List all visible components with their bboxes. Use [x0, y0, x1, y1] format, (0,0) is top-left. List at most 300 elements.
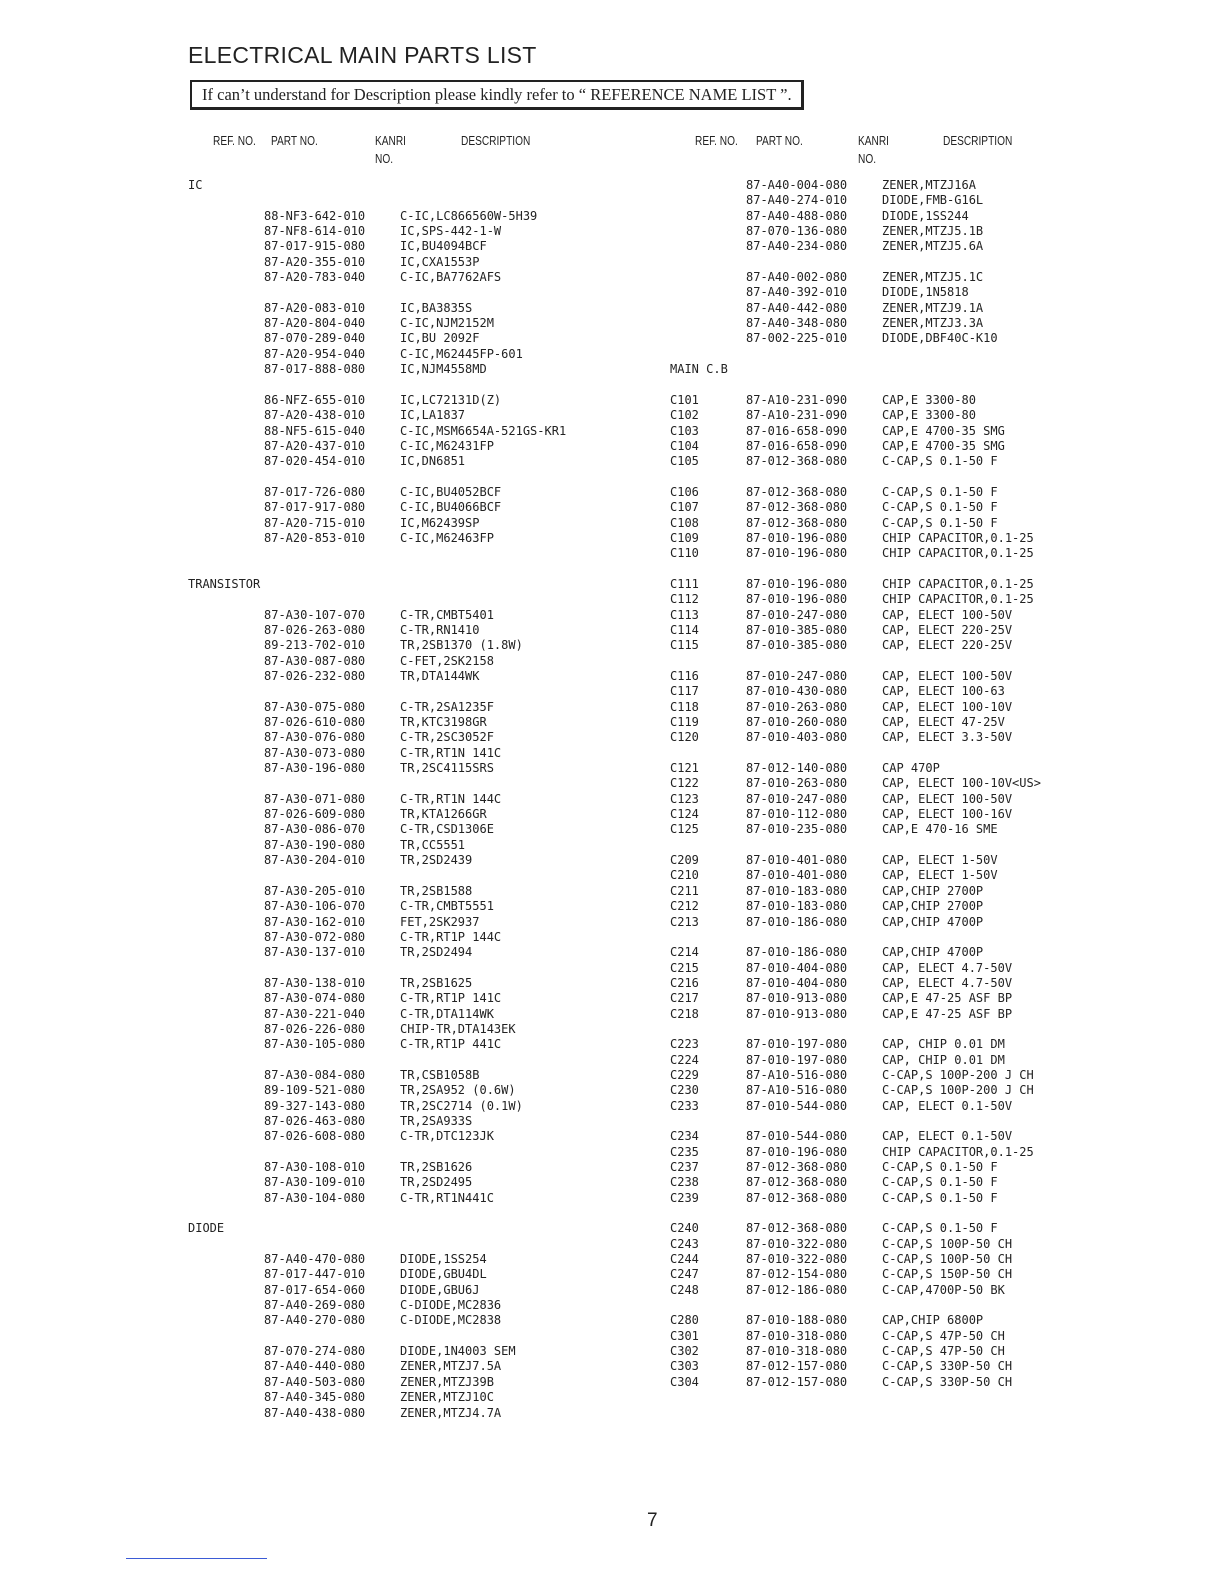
description: IC,BA3835S	[400, 300, 473, 315]
ref-no: C235	[670, 1144, 699, 1159]
description: TR,2SB1370 (1.8W)	[400, 638, 523, 653]
parts-row	[670, 1068, 1041, 1083]
part-no: 86-NFZ-655-010	[264, 392, 366, 407]
part-no: 87-010-247-080	[746, 607, 848, 622]
parts-row	[188, 1007, 566, 1022]
part-no: 87-010-544-080	[746, 1129, 848, 1144]
header-ref-no-left: REF. NO.	[213, 133, 256, 148]
part-no: 87-A40-002-080	[746, 270, 848, 285]
description: TR,KTC3198GR	[400, 715, 487, 730]
part-no: 87-017-726-080	[264, 484, 366, 499]
description: C-TR,DTC123JK	[400, 1129, 494, 1144]
parts-row	[188, 1344, 566, 1359]
row-spacer	[188, 377, 566, 392]
description: C-CAP,S 100P-50 CH	[882, 1252, 1013, 1267]
part-no: 87-002-225-010	[746, 331, 848, 346]
part-no: 87-A30-087-080	[264, 653, 366, 668]
description: C-DIODE,MC2838	[400, 1313, 502, 1328]
description: CAP, ELECT 100-50V	[882, 669, 1013, 683]
part-no: 87-A30-204-010	[264, 853, 366, 868]
description: CAP, ELECT 100-63	[882, 684, 1005, 699]
part-no: 87-010-322-080	[746, 1236, 848, 1251]
ref-no: C125	[670, 822, 699, 837]
ref-no: C211	[670, 883, 699, 898]
part-no: 87-A20-437-010	[264, 438, 366, 453]
ref-no: C124	[670, 807, 699, 822]
ref-no: C123	[670, 791, 699, 806]
ref-no: C109	[670, 530, 699, 545]
part-no: 87-010-235-080	[746, 822, 848, 837]
parts-row	[188, 991, 566, 1006]
row-spacer	[188, 1053, 566, 1068]
parts-row	[670, 961, 1041, 976]
description: C-CAP,S 100P-200 J CH	[882, 1083, 1034, 1098]
ref-no: C210	[670, 868, 699, 883]
parts-row	[670, 991, 1041, 1006]
part-no: 87-A40-470-080	[264, 1252, 366, 1267]
part-no: 87-017-654-060	[264, 1282, 366, 1297]
ref-no: C209	[670, 853, 699, 868]
description: C-CAP,S 0.1-50 F	[882, 1175, 998, 1190]
part-no: 87-A40-348-080	[746, 316, 848, 331]
parts-row	[670, 485, 1041, 500]
description: CAP, ELECT 100-10V<US>	[882, 776, 1041, 791]
parts-row	[188, 424, 566, 439]
header-ref-no-right: REF. NO.	[695, 133, 738, 148]
part-no: 87-012-368-080	[746, 1190, 848, 1205]
part-no: 87-A30-138-010	[264, 975, 366, 990]
parts-row	[188, 945, 566, 960]
parts-row	[670, 1007, 1041, 1022]
row-spacer	[670, 1298, 1041, 1313]
part-no: 87-A40-442-080	[746, 300, 848, 315]
part-no: 88-NF5-615-040	[264, 423, 366, 438]
ref-no: C110	[670, 546, 699, 561]
description: CAP, ELECT 0.1-50V	[882, 1129, 1013, 1144]
parts-row	[188, 362, 566, 377]
description: C-CAP,S 100P-200 J CH	[882, 1067, 1034, 1082]
ref-no: C239	[670, 1190, 699, 1205]
row-spacer	[670, 746, 1041, 761]
part-no: 87-010-401-080	[746, 868, 848, 883]
part-no: 87-A20-853-010	[264, 530, 366, 545]
description: ZENER,MTZJ5.6A	[882, 239, 984, 254]
header-part-no-left: PART NO.	[271, 133, 318, 148]
parts-row	[670, 577, 1041, 592]
row-spacer	[188, 776, 566, 791]
description: TR,2SA933S	[400, 1113, 473, 1128]
description: CHIP CAPACITOR,0.1-25	[882, 530, 1034, 545]
description: C-IC,BU4052BCF	[400, 484, 502, 499]
parts-row	[670, 316, 1041, 331]
ref-no: C103	[670, 423, 699, 438]
ref-no: C243	[670, 1236, 699, 1251]
description: C-DIODE,MC2836	[400, 1298, 502, 1313]
description: CHIP CAPACITOR,0.1-25	[882, 546, 1034, 561]
description: DIODE,1N5818	[882, 285, 969, 300]
description: DIODE,FMB-G16L	[882, 193, 984, 208]
parts-row	[188, 1175, 566, 1190]
description: CHIP-TR,DTA143EK	[400, 1021, 516, 1036]
parts-row	[670, 945, 1041, 960]
description: C-TR,RT1N 144C	[400, 791, 502, 806]
ref-no: C106	[670, 484, 699, 499]
description: CAP,E 4700-35 SMG	[882, 438, 1005, 453]
parts-row	[188, 439, 566, 454]
parts-row	[670, 285, 1041, 300]
parts-row	[670, 239, 1041, 254]
ref-no: C122	[670, 776, 699, 791]
description: TR,CC5551	[400, 837, 466, 852]
ref-no: C216	[670, 975, 699, 990]
ref-no: C113	[670, 607, 699, 622]
part-no: 87-A40-234-080	[746, 239, 848, 254]
part-no: 87-012-154-080	[746, 1267, 848, 1282]
description: TR,2SC2714 (0.1W)	[400, 1098, 523, 1113]
part-no: 87-A10-231-090	[746, 392, 848, 407]
row-spacer	[188, 470, 566, 485]
description: CAP,E 47-25 ASF BP	[882, 1006, 1013, 1021]
description: C-TR,RT1N 141C	[400, 745, 502, 760]
part-no: 87-A40-269-080	[264, 1298, 366, 1313]
parts-row	[188, 1298, 566, 1313]
part-no: 87-010-183-080	[746, 899, 848, 914]
description: TR,KTA1266GR	[400, 807, 487, 822]
description: CAP, ELECT 100-50V	[882, 607, 1013, 622]
parts-row	[670, 884, 1041, 899]
parts-row	[188, 454, 566, 469]
part-no: 87-010-318-080	[746, 1344, 848, 1359]
parts-row	[188, 316, 566, 331]
row-spacer	[188, 592, 566, 607]
parts-row	[670, 822, 1041, 837]
description: C-TR,CSD1306E	[400, 822, 494, 837]
parts-row	[670, 193, 1041, 208]
parts-row	[670, 178, 1041, 193]
description: IC,LA1837	[400, 408, 466, 423]
parts-row	[670, 1175, 1041, 1190]
description: C-IC,LC866560W-5H39	[400, 208, 538, 223]
parts-row	[188, 255, 566, 270]
description: CAP,CHIP 4700P	[882, 914, 984, 929]
part-no: 87-016-658-090	[746, 438, 848, 453]
description: C-IC,M62445FP-601	[400, 346, 523, 361]
ref-no: C223	[670, 1037, 699, 1052]
parts-row	[188, 1375, 566, 1390]
part-no: 87-010-385-080	[746, 638, 848, 653]
part-no: 87-026-609-080	[264, 807, 366, 822]
description: CHIP CAPACITOR,0.1-25	[882, 576, 1034, 591]
description: ZENER,MTZJ39B	[400, 1374, 494, 1389]
parts-row	[670, 301, 1041, 316]
description: C-CAP,S 100P-50 CH	[882, 1236, 1013, 1251]
parts-row	[670, 393, 1041, 408]
row-spacer	[670, 562, 1041, 577]
ref-no: C112	[670, 592, 699, 607]
part-no: 87-010-196-080	[746, 546, 848, 561]
parts-row	[188, 1068, 566, 1083]
parts-row	[670, 1160, 1041, 1175]
ref-no: C107	[670, 500, 699, 515]
description: CAP,CHIP 4700P	[882, 945, 984, 960]
section-heading: TRANSISTOR	[188, 576, 261, 591]
row-spacer	[188, 961, 566, 976]
parts-row	[188, 209, 566, 224]
parts-row	[670, 1313, 1041, 1328]
parts-row	[188, 1037, 566, 1052]
part-no: 87-A20-804-040	[264, 316, 366, 331]
row-spacer	[670, 930, 1041, 945]
parts-row	[670, 546, 1041, 561]
part-no: 87-A30-109-010	[264, 1175, 366, 1190]
description: CAP, CHIP 0.01 DM	[882, 1037, 1005, 1052]
part-no: 87-A20-438-010	[264, 408, 366, 423]
part-no: 87-NF8-614-010	[264, 224, 366, 239]
description: IC,M62439SP	[400, 515, 480, 530]
parts-row	[188, 884, 566, 899]
part-no: 89-213-702-010	[264, 638, 366, 653]
section-heading: IC	[188, 178, 203, 192]
ref-no: C233	[670, 1098, 699, 1113]
parts-row	[670, 408, 1041, 423]
parts-row	[670, 1221, 1041, 1236]
part-no: 87-A30-221-040	[264, 1006, 366, 1021]
parts-row	[188, 1099, 566, 1114]
parts-row	[670, 684, 1041, 699]
description: IC,DN6851	[400, 454, 466, 469]
parts-row	[670, 669, 1041, 684]
ref-no: C230	[670, 1083, 699, 1098]
section-heading: DIODE	[188, 1221, 225, 1236]
ref-no: C280	[670, 1313, 699, 1328]
parts-row	[670, 1237, 1041, 1252]
description: CAP, ELECT 4.7-50V	[882, 975, 1013, 990]
row-spacer	[188, 684, 566, 699]
part-no: 87-A30-086-070	[264, 822, 366, 837]
description: TR,2SB1626	[400, 1160, 473, 1174]
part-no: 87-010-403-080	[746, 730, 848, 745]
ref-no: C105	[670, 454, 699, 469]
part-no: 87-A10-516-080	[746, 1083, 848, 1098]
parts-row	[188, 500, 566, 515]
parts-row	[670, 224, 1041, 239]
part-no: 87-017-888-080	[264, 362, 366, 377]
part-no: 87-A30-106-070	[264, 899, 366, 914]
row-spacer	[670, 255, 1041, 270]
ref-no: C240	[670, 1221, 699, 1236]
description: C-CAP,S 0.1-50 F	[882, 1221, 998, 1236]
ref-no: C303	[670, 1359, 699, 1374]
ref-no: C121	[670, 761, 699, 776]
header-kanri-no-left: NO.	[375, 151, 394, 166]
part-no: 87-070-289-040	[264, 331, 366, 346]
description: TR,2SB1625	[400, 975, 473, 990]
part-no: 87-010-186-080	[746, 945, 848, 960]
ref-no: C229	[670, 1067, 699, 1082]
ref-no: C114	[670, 622, 699, 637]
description: C-CAP,S 0.1-50 F	[882, 515, 998, 530]
description: FET,2SK2937	[400, 914, 480, 929]
description: IC,SPS-442-1-W	[400, 224, 502, 239]
row-spacer	[670, 347, 1041, 362]
part-no: 87-A30-071-080	[264, 791, 366, 806]
parts-row	[188, 1022, 566, 1037]
part-no: 87-012-157-080	[746, 1359, 848, 1374]
description: IC,LC72131D(Z)	[400, 392, 502, 407]
part-no: 87-A20-954-040	[264, 346, 366, 361]
row-spacer	[670, 1206, 1041, 1221]
description: IC,CXA1553P	[400, 254, 480, 269]
parts-row	[670, 270, 1041, 285]
parts-row	[188, 1191, 566, 1206]
description: C-IC,M62463FP	[400, 530, 494, 545]
part-no: 87-A10-516-080	[746, 1067, 848, 1082]
description: CAP,E 3300-80	[882, 392, 976, 407]
description: DIODE,GBU6J	[400, 1282, 480, 1297]
row-spacer	[188, 1206, 566, 1221]
description: C-TR,RT1P 141C	[400, 991, 502, 1006]
ref-no: C213	[670, 914, 699, 929]
description: C-TR,2SC3052F	[400, 730, 494, 745]
ref-no: C248	[670, 1282, 699, 1297]
description: C-CAP,S 47P-50 CH	[882, 1344, 1005, 1359]
part-no: 87-010-260-080	[746, 715, 848, 730]
ref-no: C212	[670, 899, 699, 914]
ref-no: C244	[670, 1252, 699, 1267]
parts-row	[188, 608, 566, 623]
part-no: 87-010-318-080	[746, 1328, 848, 1343]
description: C-CAP,4700P-50 BK	[882, 1282, 1005, 1297]
description: C-CAP,S 0.1-50 F	[882, 1190, 998, 1205]
ref-no: C217	[670, 991, 699, 1006]
description: ZENER,MTZJ4.7A	[400, 1405, 502, 1420]
description: C-FET,2SK2158	[400, 653, 494, 668]
description: CAP,CHIP 2700P	[882, 899, 984, 914]
parts-row	[670, 331, 1041, 346]
parts-row	[188, 239, 566, 254]
parts-row	[188, 1313, 566, 1328]
row-spacer	[670, 1114, 1041, 1129]
part-no: 87-A30-073-080	[264, 745, 366, 760]
ref-no: C218	[670, 1006, 699, 1021]
parts-row	[670, 1267, 1041, 1282]
description: CAP, CHIP 0.01 DM	[882, 1052, 1005, 1067]
parts-row	[670, 209, 1041, 224]
ref-no: C108	[670, 515, 699, 530]
parts-row	[670, 439, 1041, 454]
part-no: 87-A30-107-070	[264, 607, 366, 622]
footer-link-line	[126, 1558, 267, 1559]
description: CAP, ELECT 220-25V	[882, 622, 1013, 637]
description: TR,2SC4115SRS	[400, 761, 494, 776]
parts-row	[188, 531, 566, 546]
description: C-TR,2SA1235F	[400, 699, 494, 714]
description: ZENER,MTZJ5.1B	[882, 224, 984, 239]
description: C-CAP,S 150P-50 CH	[882, 1267, 1013, 1282]
part-no: 87-010-263-080	[746, 776, 848, 791]
parts-row	[670, 1129, 1041, 1144]
description: C-TR,CMBT5401	[400, 607, 494, 622]
part-no: 87-010-112-080	[746, 807, 848, 822]
row-spacer	[188, 1145, 566, 1160]
part-no: 87-010-188-080	[746, 1313, 848, 1328]
part-no: 87-A40-488-080	[746, 208, 848, 223]
part-no: 87-A30-076-080	[264, 730, 366, 745]
description: CAP, ELECT 0.1-50V	[882, 1098, 1013, 1113]
part-no: 87-070-274-080	[264, 1344, 366, 1359]
part-no: 87-026-232-080	[264, 669, 366, 683]
part-no: 87-A40-392-010	[746, 285, 848, 300]
parts-row	[670, 500, 1041, 515]
parts-row	[188, 393, 566, 408]
part-no: 87-A20-355-010	[264, 254, 366, 269]
part-no: 88-NF3-642-010	[264, 208, 366, 223]
part-no: 87-A20-083-010	[264, 300, 366, 315]
header-part-no-right: PART NO.	[756, 133, 803, 148]
parts-column-right	[670, 178, 1041, 1390]
description: C-CAP,S 0.1-50 F	[882, 454, 998, 469]
row-spacer	[670, 654, 1041, 669]
description: TR,CSB1058B	[400, 1067, 480, 1082]
parts-row	[670, 638, 1041, 653]
parts-row	[188, 930, 566, 945]
description: CAP, ELECT 220-25V	[882, 638, 1013, 653]
page-title: ELECTRICAL MAIN PARTS LIST	[188, 42, 537, 68]
parts-row	[670, 454, 1041, 469]
parts-row	[670, 1083, 1041, 1098]
part-no: 87-A30-162-010	[264, 914, 366, 929]
row-spacer	[670, 838, 1041, 853]
part-no: 87-017-917-080	[264, 500, 366, 515]
description: IC,BU 2092F	[400, 331, 480, 346]
ref-no: C304	[670, 1374, 699, 1389]
description: DIODE,1SS254	[400, 1252, 487, 1267]
parts-row	[670, 976, 1041, 991]
row-spacer	[188, 285, 566, 300]
part-no: 87-010-913-080	[746, 1006, 848, 1021]
parts-row	[188, 224, 566, 239]
parts-row	[188, 715, 566, 730]
parts-row	[188, 838, 566, 853]
part-no: 87-010-196-080	[746, 1144, 848, 1159]
parts-row	[670, 807, 1041, 822]
description: IC,BU4094BCF	[400, 239, 487, 254]
description: ZENER,MTZJ9.1A	[882, 300, 984, 315]
part-no: 87-010-247-080	[746, 791, 848, 806]
description: C-TR,RT1P 144C	[400, 929, 502, 944]
description: ZENER,MTZJ16A	[882, 178, 976, 192]
parts-row	[670, 608, 1041, 623]
section-heading: MAIN C.B	[670, 362, 728, 377]
part-no: 89-327-143-080	[264, 1098, 366, 1113]
parts-row	[188, 408, 566, 423]
parts-row	[670, 700, 1041, 715]
ref-no: C115	[670, 638, 699, 653]
ref-no: C214	[670, 945, 699, 960]
part-no: 87-026-226-080	[264, 1021, 366, 1036]
parts-row	[188, 654, 566, 669]
description: CAP,E 3300-80	[882, 408, 976, 423]
part-no: 87-010-401-080	[746, 853, 848, 868]
part-no: 87-010-196-080	[746, 530, 848, 545]
part-no: 87-012-368-080	[746, 454, 848, 469]
header-kanri-no-right: NO.	[858, 151, 877, 166]
part-no: 87-A30-104-080	[264, 1190, 366, 1205]
parts-row	[188, 730, 566, 745]
part-no: 87-A30-205-010	[264, 883, 366, 898]
ref-no: C247	[670, 1267, 699, 1282]
row-spacer	[670, 377, 1041, 392]
